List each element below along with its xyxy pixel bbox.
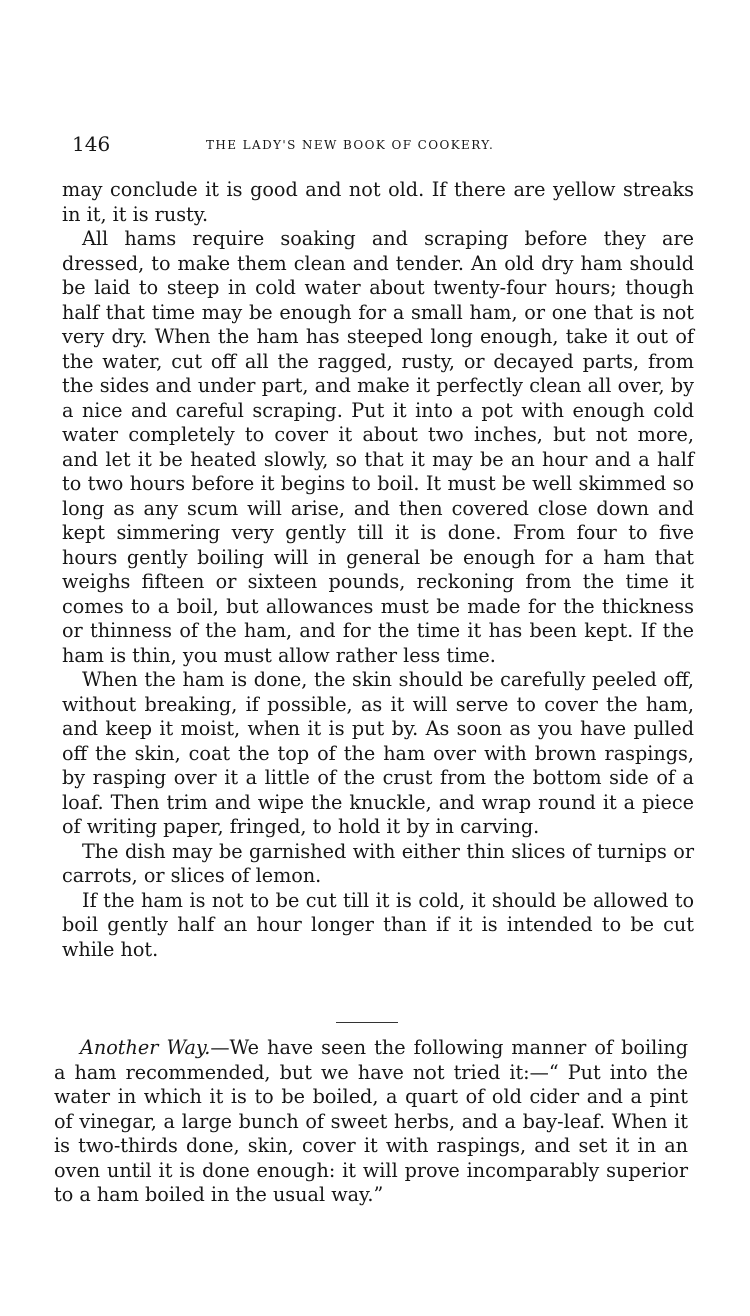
page-number: 146 xyxy=(72,132,111,156)
paragraph-garnish: The dish may be garnished with either thin slices of turnips or carrots, or slices of lemon. xyxy=(62,839,694,887)
another-way-paragraph xyxy=(54,1036,688,1208)
another-way-heading: Another Way. xyxy=(80,1036,211,1059)
section-divider xyxy=(336,1022,398,1023)
paragraph-soaking: All hams require soaking and scraping before they are dressed, to make them clean and tender. An old dry ham should be laid to steep in cold water about twenty-four hours; though half that time may be enough for a small ham, or one that is not very dry. When the ham has steeped long enough, take it out of the water, cut off all the ragged, rusty, or decayed parts, from the sides and under part, and make it perfectly clean all over, by a nice and careful scraping. Put it into a pot with enough cold water completely to cover it about two inches, but not more, and let it be heated slowly, so that it may be an hour and a half to two hours before it begins to boil. It must be well skimmed so long as any scum will arise, and then covered close down and kept simmering very gently till it is done. From four to five hours gently boiling will in general be enough for a ham that weighs fifteen or sixteen pounds, reckoning from the time it comes to a boil, but allowances must be made for the thickness or thinness of the ham, and for the time it has been kept. If the ham is thin, you must allow rather less time. xyxy=(62,227,694,667)
running-head xyxy=(72,132,632,156)
another-way-text: —We have seen the following manner of boiling a ham recommended, but we have not tried it:—“ Put into the water in which it is to be boiled, a quart of old cider and a pint of vinegar, a large bunch of sweet herbs, and a bay-leaf. When it is two-thirds done, skin, cover it with raspings, and set it in an oven until it is done enough: it will prove incomparably superior to a ham boiled in the usual way.” xyxy=(54,1036,688,1206)
another-way-section xyxy=(54,1036,688,1208)
paragraph-continuation: may conclude it is good and not old. If there are yellow streaks in it, it is rusty. xyxy=(62,178,694,226)
paragraph-cold-ham: If the ham is not to be cut till it is cold, it should be allowed to boil gently half an hour longer than if it is intended to be cut while hot. xyxy=(62,888,694,961)
main-text xyxy=(62,178,694,962)
running-title: THE LADY'S NEW BOOK OF COOKERY. xyxy=(206,138,495,152)
paragraph-peeling: When the ham is done, the skin should be carefully peeled off, without breaking, if possible, as it will serve to cover the ham, and keep it moist, when it is put by. As soon as you have pulled off the skin, coat the top of the ham over with brown raspings, by rasping over it a little of the crust from the bottom side of a loaf. Then trim and wipe the knuckle, and wrap round it a piece of writing paper, fringed, to hold it by in carving. xyxy=(62,668,694,838)
